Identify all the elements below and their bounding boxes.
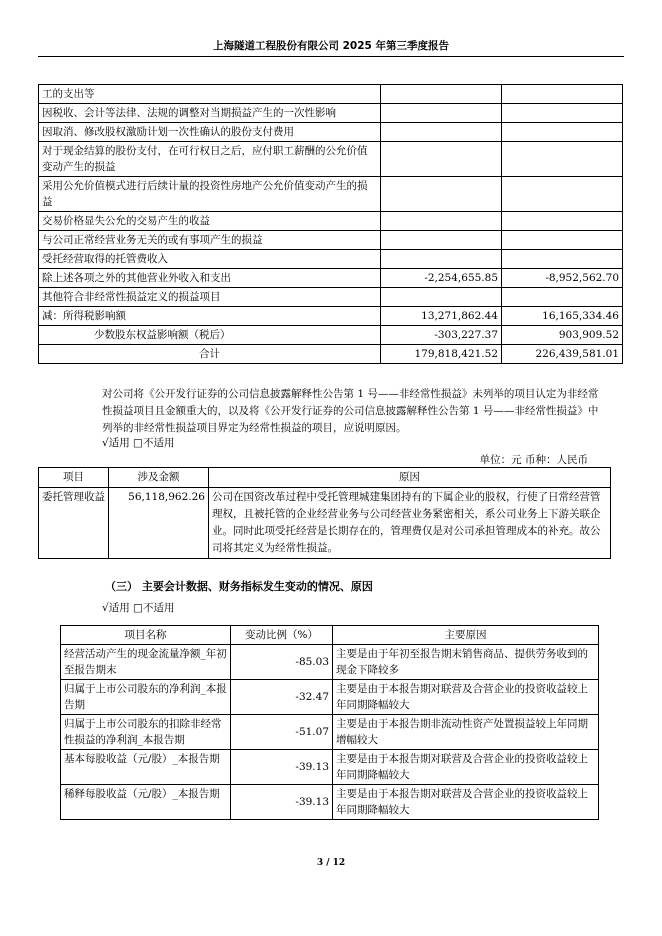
cell-value [502, 212, 623, 231]
cell-value: 16,165,334.46 [502, 307, 623, 326]
cell-reason: 主要是由于本报告期对联营及合营企业的投资收益较上年同期降幅较大 [333, 750, 599, 785]
table-row [39, 307, 623, 326]
row-item: 基本每股收益（元/股）_本报告期 [61, 750, 231, 785]
cell-value: 56,118,962.26 [109, 488, 209, 559]
cell-value [502, 288, 623, 307]
row-item: 与公司正常经营业务无关的或有事项产生的损益 [39, 231, 381, 250]
table-row [61, 645, 599, 680]
row-item: 工的支出等 [39, 85, 381, 104]
cell-value [381, 250, 502, 269]
table-row [39, 85, 623, 104]
table-row [39, 231, 623, 250]
cell-value [502, 177, 623, 212]
column-header: 原因 [209, 468, 611, 488]
cell-reason: 公司在国资改革过程中受托管理城建集团持有的下属企业的股权，行使了日常经营管理权，且被托管的企业经营业务与公司经营业务紧密相关，系公司业务上下游关联企业。同时此项受托经营是长期存在的，管理费仅是对公司承担管理成本的补充。故公司将其定义为经常性损益。 [209, 488, 611, 559]
section-title: （三） 主要会计数据、财务指标发生变动的情况、原因 [105, 580, 373, 593]
reason-table [38, 467, 611, 559]
row-item: 采用公允价值模式进行后续计量的投资性房地产公允价值变动产生的损益 [39, 177, 381, 212]
cell-value: -32.47 [231, 680, 333, 715]
row-item: 因税收、会计等法律、法规的调整对当期损益产生的一次性影响 [39, 104, 381, 123]
cell-value: -85.03 [231, 645, 333, 680]
row-item: 其他符合非经常性损益定义的损益项目 [39, 288, 381, 307]
cell-value: -2,254,655.85 [381, 269, 502, 288]
row-item: 对于现金结算的股份支付，在可行权日之后，应付职工薪酬的公允价值变动产生的损益 [39, 142, 381, 177]
cell-reason: 主要是由于本报告期非流动性资产处置损益较上年同期增幅较大 [333, 715, 599, 750]
cell-value: 13,271,862.44 [381, 307, 502, 326]
applicable-checkbox-line: √适用 □不适用 [102, 602, 175, 614]
cell-value: -39.13 [231, 750, 333, 785]
column-header: 涉及金额 [109, 468, 209, 488]
cell-value [381, 104, 502, 123]
cell-reason: 主要是由于本报告期对联营及合营企业的投资收益较上年同期降幅较大 [333, 680, 599, 715]
table-row [39, 123, 623, 142]
cell-value [381, 288, 502, 307]
table-row-total [39, 345, 623, 364]
row-item: 归属于上市公司股东的净利润_本报告期 [61, 680, 231, 715]
cell-value [502, 85, 623, 104]
table-row [39, 177, 623, 212]
cell-value [381, 231, 502, 250]
cell-value: -8,952,562.70 [502, 269, 623, 288]
table-header-row [61, 626, 599, 645]
table-row [39, 288, 623, 307]
cell-value: 179,818,421.52 [381, 345, 502, 364]
cell-value: 226,439,581.01 [502, 345, 623, 364]
non-recurring-items-table [38, 84, 623, 364]
cell-value [381, 123, 502, 142]
row-item: 交易价格显失公允的交易产生的收益 [39, 212, 381, 231]
row-item: 受托经营取得的托管费收入 [39, 250, 381, 269]
row-item: 合计 [39, 345, 381, 364]
cell-reason: 主要是由于本报告期对联营及合营企业的投资收益较上年同期降幅较大 [333, 785, 599, 820]
table-row [39, 142, 623, 177]
row-item: 经营活动产生的现金流量净额_年初至报告期末 [61, 645, 231, 680]
page-header: 上海隧道工程股份有限公司 2025 年第三季度报告 [38, 38, 624, 57]
table-row [61, 750, 599, 785]
column-header: 变动比例（%） [231, 626, 333, 645]
column-header: 主要原因 [333, 626, 599, 645]
table-row [39, 104, 623, 123]
table-header-row [39, 468, 611, 488]
cell-value [381, 142, 502, 177]
row-item: 委托管理收益 [39, 488, 109, 559]
row-item: 归属于上市公司股东的扣除非经常性损益的净利润_本报告期 [61, 715, 231, 750]
cell-value [381, 212, 502, 231]
cell-value [381, 177, 502, 212]
table-row [39, 250, 623, 269]
cell-value: 903,909.52 [502, 326, 623, 345]
page-number: 3 / 12 [316, 858, 346, 868]
row-item: 稀释每股收益（元/股）_本报告期 [61, 785, 231, 820]
cell-value [502, 104, 623, 123]
cell-value: -303,227.37 [381, 326, 502, 345]
table-row [61, 715, 599, 750]
table-row [39, 488, 611, 559]
applicable-checkbox-line: √适用 □不适用 [102, 437, 175, 449]
table-row [39, 326, 623, 345]
table-row [39, 212, 623, 231]
row-item: 少数股东权益影响额（税后） [39, 326, 381, 345]
changes-table [60, 625, 599, 820]
cell-value [502, 142, 623, 177]
cell-value: -39.13 [231, 785, 333, 820]
cell-value [502, 250, 623, 269]
cell-reason: 主要是由于年初至报告期末销售商品、提供劳务收到的现金下降较多 [333, 645, 599, 680]
column-header: 项目名称 [61, 626, 231, 645]
table-row [61, 785, 599, 820]
cell-value [381, 85, 502, 104]
table-row [61, 680, 599, 715]
row-item: 因取消、修改股权激励计划一次性确认的股份支付费用 [39, 123, 381, 142]
cell-value: -51.07 [231, 715, 333, 750]
unit-currency-line: 单位：元 币种：人民币 [479, 454, 588, 466]
cell-value [502, 123, 623, 142]
row-item: 减：所得税影响额 [39, 307, 381, 326]
cell-value [502, 231, 623, 250]
table-row [39, 269, 623, 288]
column-header: 项目 [39, 468, 109, 488]
explanation-paragraph: 对公司将《公开发行证券的公司信息披露解释性公告第 1 号——非经常性损益》未列举的项目认定为非经常性损益项目且金额重大的，以及将《公开发行证券的公司信息披露解释性公告第 1 号——非经常性损益》中列举的非经常性损益项目界定为经常性损益的项目，应说明原因。 [102, 388, 599, 434]
row-item: 除上述各项之外的其他营业外收入和支出 [39, 269, 381, 288]
